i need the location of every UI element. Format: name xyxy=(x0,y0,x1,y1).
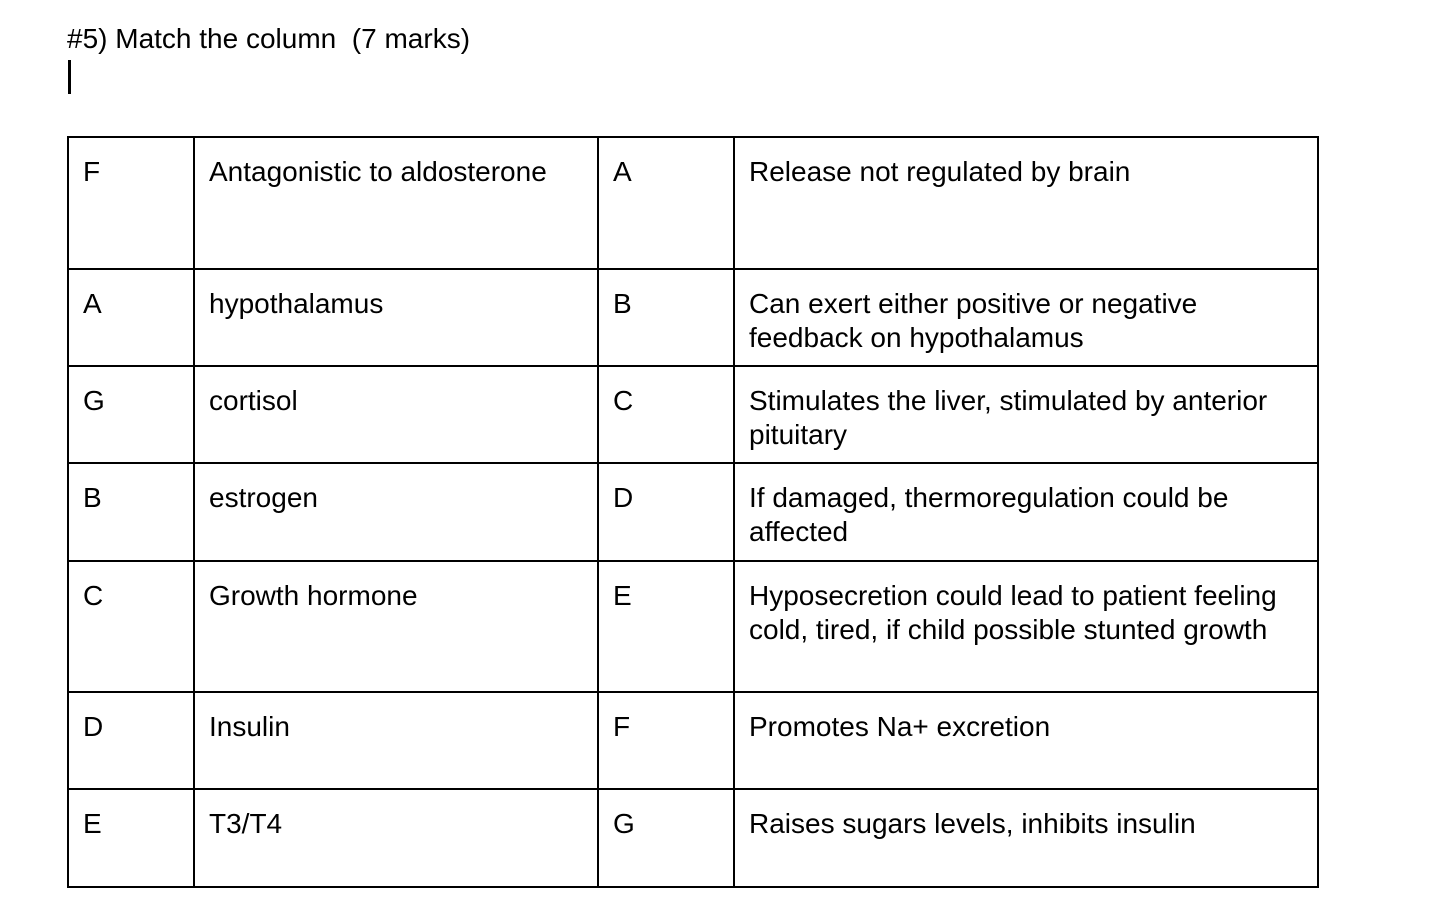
letter-cell[interactable]: C xyxy=(598,366,734,463)
answer-cell[interactable]: F xyxy=(68,137,194,269)
description-cell[interactable]: Promotes Na+ excretion xyxy=(734,692,1318,789)
description-cell[interactable]: Hyposecretion could lead to patient feeling cold, tired, if child possible stunted growth xyxy=(734,561,1318,692)
answer-cell[interactable]: C xyxy=(68,561,194,692)
letter-cell[interactable]: B xyxy=(598,269,734,366)
answer-cell[interactable]: G xyxy=(68,366,194,463)
letter-cell[interactable]: E xyxy=(598,561,734,692)
term-cell[interactable]: Growth hormone xyxy=(194,561,598,692)
term-cell[interactable]: estrogen xyxy=(194,463,598,561)
description-cell[interactable]: Release not regulated by brain xyxy=(734,137,1318,269)
table-row xyxy=(68,463,1318,561)
letter-cell[interactable]: G xyxy=(598,789,734,887)
answer-cell[interactable]: D xyxy=(68,692,194,789)
term-cell[interactable]: Insulin xyxy=(194,692,598,789)
table-row xyxy=(68,561,1318,692)
letter-cell[interactable]: F xyxy=(598,692,734,789)
description-cell[interactable]: If damaged, thermoregulation could be affected xyxy=(734,463,1318,561)
table-row xyxy=(68,692,1318,789)
question-heading: #5) Match the column (7 marks) xyxy=(67,23,471,54)
term-cell[interactable]: hypothalamus xyxy=(194,269,598,366)
term-cell[interactable]: Antagonistic to aldosterone xyxy=(194,137,598,269)
description-cell[interactable]: Can exert either positive or negative feedback on hypothalamus xyxy=(734,269,1318,366)
match-table xyxy=(67,136,1319,888)
answer-cell[interactable]: A xyxy=(68,269,194,366)
text-cursor xyxy=(68,60,71,94)
table-row xyxy=(68,789,1318,887)
answer-cell[interactable]: B xyxy=(68,463,194,561)
table-row xyxy=(68,137,1318,269)
table-row xyxy=(68,269,1318,366)
answer-cell[interactable]: E xyxy=(68,789,194,887)
description-cell[interactable]: Stimulates the liver, stimulated by anterior pituitary xyxy=(734,366,1318,463)
table-row xyxy=(68,366,1318,463)
letter-cell[interactable]: D xyxy=(598,463,734,561)
description-cell[interactable]: Raises sugars levels, inhibits insulin xyxy=(734,789,1318,887)
letter-cell[interactable]: A xyxy=(598,137,734,269)
term-cell[interactable]: T3/T4 xyxy=(194,789,598,887)
term-cell[interactable]: cortisol xyxy=(194,366,598,463)
